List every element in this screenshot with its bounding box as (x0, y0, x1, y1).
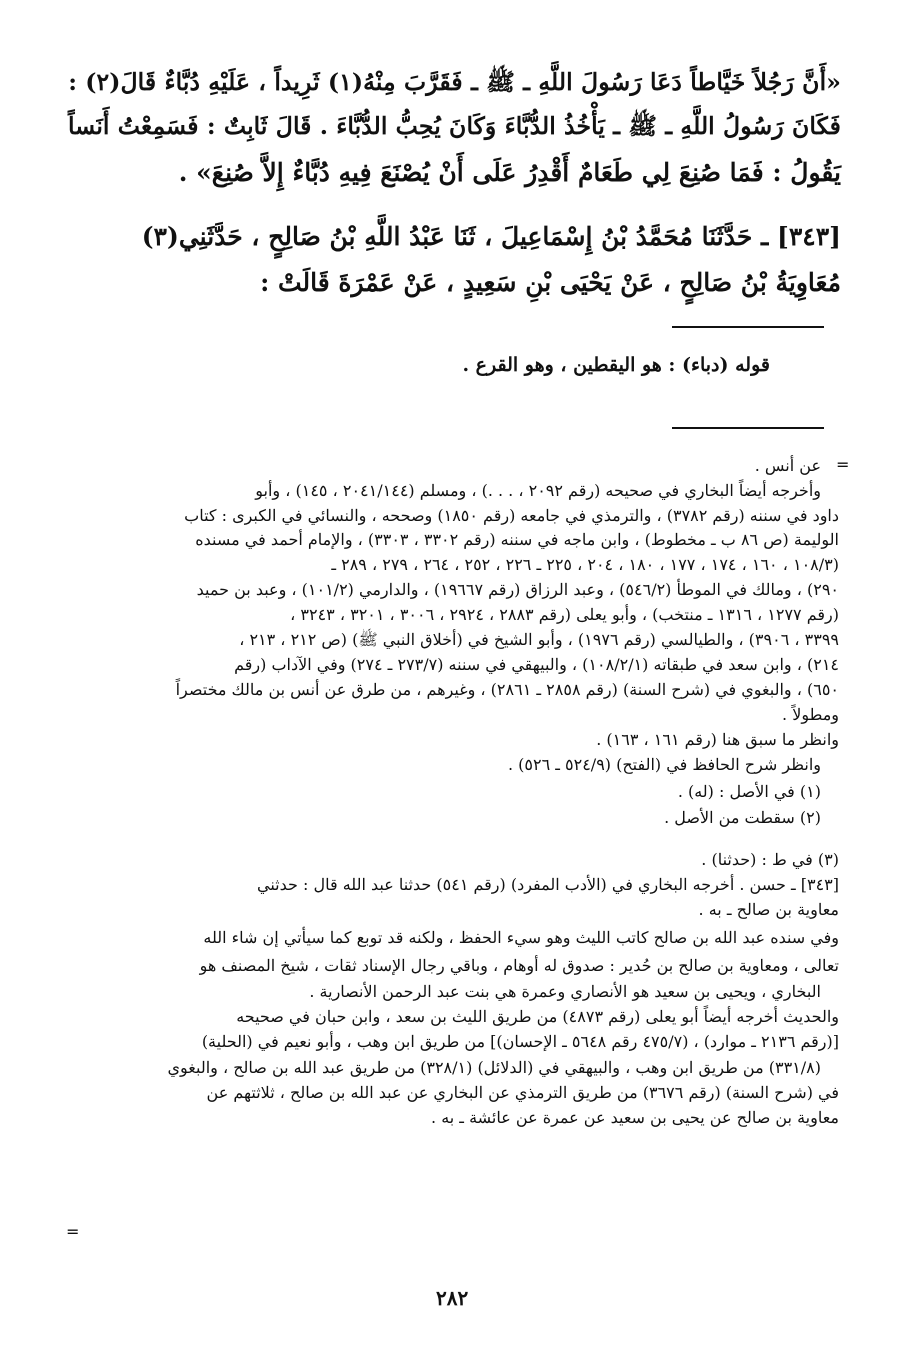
footnote-line: ٢٩٠) ، ومالك في الموطأ (٥٤٦/٢) ، وعبد الرزاق (رقم ١٩٦٦٧) ، والدارمي (١٠١/٢) ، وعبد بن حميد (196, 580, 839, 599)
footnote-line: الوليمة (ص ٨٦ ب ـ مخطوط) ، وابن ماجه في سننه (رقم ٣٣٠٢ ، ٣٣٠٣) ، والإمام أحمد في مسنده (195, 530, 839, 549)
footnote-line: وانظر شرح الحافظ في (الفتح) (٥٢٤/٩ ـ ٥٢٦) . (507, 755, 821, 774)
footnote-line: في (شرح السنة) (رقم ٣٦٧٦) من طريق الترمذي عن البخاري عن عبد الله بن صالح ، ثلاثتهم عن (206, 1083, 839, 1102)
footnote-line: ومطولاً . (782, 705, 839, 724)
footnote-line: (٣) في ط : (حدثنا) . (701, 850, 839, 869)
footnote-line: ٦٥٠) ، والبغوي في (شرح السنة) (رقم ٢٨٥٨ ـ ٢٨٦١) ، وغيرهم ، من طرق عن أنس بن مالك مختصراً (175, 680, 839, 699)
footnote-line: وأخرجه أيضاً البخاري في صحيحه (رقم ٢٠٩٢ ، . . .) ، ومسلم (٢٠٤١/١٤٤ ، ١٤٥) ، وأبو (255, 481, 821, 500)
footnote-line: (٣٣١/٨) من طريق ابن وهب ، والبيهقي في (الدلائل) (٣٢٨/١) من طريق عبد الله بن صالح ، والبغوي (167, 1058, 821, 1077)
gloss-line: قوله (دباء) : هو اليقطين ، وهو القرع . (462, 354, 770, 376)
footnote-line: (١) في الأصل : (له) . (677, 782, 821, 801)
page-number: ٢٨٢ (436, 1286, 469, 1310)
footnote-line: [٣٤٣] ـ حسن . أخرجه البخاري في (الأدب المفرد) (رقم ٥٤١) حدثنا عبد الله قال : حدثني (257, 875, 839, 894)
footnote-line: (٢) سقطت من الأصل . (664, 808, 821, 827)
separator-rule-1 (672, 326, 824, 328)
footnote-line: [(رقم ٢١٣٦ ـ موارد) ، (٤٧٥/٧ رقم ٥٦٤٨ ـ الإحسان)] من طريق ابن وهب ، وأبو نعيم في (الحلية) (201, 1032, 839, 1051)
footnote-line: والحديث أخرجه أيضاً أبو يعلى (رقم ٤٨٧٣) من طريق الليث بن سعد ، وابن حبان في صحيحه (236, 1007, 839, 1026)
continuation-mark-top: = (836, 455, 850, 474)
continuation-mark-bottom: = (66, 1222, 80, 1241)
footnote-line: وفي سنده عبد الله بن صالح كاتب الليث وهو سيء الحفظ ، ولكنه قد توبع كما سيأتي إن شاء الله (203, 928, 839, 947)
footnote-line: (١٠٨/٣ ، ١٦٠ ، ١٧٤ ، ١٧٧ ، ١٨٠ ، ٢٠٤ ، ٢٢٥ ـ ٢٢٦ ، ٢٥٢ ، ٢٦٤ ، ٢٧٩ ، ٢٨٩ ـ (331, 555, 839, 574)
footnote-line: معاوية بن صالح عن يحيى بن سعيد عن عمرة عن عائشة ـ به . (431, 1108, 839, 1127)
footnote-line: معاوية بن صالح ـ به . (698, 900, 839, 919)
footnote-line: داود في سننه (رقم ٣٧٨٢) ، والترمذي في جامعه (رقم ١٨٥٠) وصححه ، والنسائي في الكبرى : كتاب (184, 506, 839, 525)
main-text-line-4: [٣٤٣] ـ حَدَّثَنَا مُحَمَّدُ بْنُ إِسْمَاعِيلَ ، ثَنَا عَبْدُ اللَّهِ بْنُ صَالِحٍ ، حَدَّثَنِي(٣) (141, 222, 841, 251)
main-text-line-3: يَقُولُ : فَمَا صُنِعَ لِي طَعَامٌ أَقْدِرُ عَلَى أَنْ يُصْنَعَ فِيهِ دُبَّاءٌ إِلاَّ صُنِعَ» . (178, 158, 841, 187)
footnote-line: وانظر ما سبق هنا (رقم ١٦١ ، ١٦٣) . (596, 730, 839, 749)
footnote-line: ٣٣٩٩ ، ٣٩٠٦) ، والطيالسي (رقم ١٩٧٦) ، وأبو الشيخ في (أخلاق النبي ﷺ) (ص ٢١٢ ، ٢١٣ ، (239, 630, 839, 649)
separator-rule-2 (672, 427, 824, 429)
main-text-line-1: «أَنَّ رَجُلاً خَيَّاطاً دَعَا رَسُولَ اللَّهِ ـ ﷺ ـ فَقَرَّبَ مِنْهُ(١) ثَرِيداً ، عَلَيْهِ دُبَّاءٌ قَالَ(٢) : (68, 68, 841, 96)
main-text-line-5: مُعَاوِيَةُ بْنُ صَالِحٍ ، عَنْ يَحْيَى بْنِ سَعِيدٍ ، عَنْ عَمْرَةَ قَالَتْ : (260, 268, 841, 297)
footnote-line: البخاري ، ويحيى بن سعيد هو الأنصاري وعمرة هي بنت عبد الرحمن الأنصارية . (309, 982, 821, 1001)
footnote-line: ٢١٤) ، وابن سعد في طبقاته (١٠٨/٢/١) ، والبيهقي في سننه (٢٧٣/٧ ـ ٢٧٤) وفي الآداب (رقم (234, 655, 839, 674)
footnote-line: (رقم ١٢٧٧ ، ١٣١٦ ـ منتخب) ، وأبو يعلى (رقم ٢٨٨٣ ، ٢٩٢٤ ، ٣٠٠٦ ، ٣٢٠١ ، ٣٢٤٣ ، (290, 605, 839, 624)
footnote-line: عن أنس . (754, 456, 821, 475)
main-text-line-2: فَكَانَ رَسُولُ اللَّهِ ـ ﷺ ـ يَأْخُذُ الدُّبَّاءَ وَكَانَ يُحِبُّ الدُّبَّاءَ . قَالَ ثَابِتٌ : فَسَمِعْتُ أَنَساً (67, 112, 841, 140)
footnote-line: تعالى ، ومعاوية بن صالح بن حُدير : صدوق له أوهام ، وباقي رجال الإسناد ثقات ، شيخ المصنف هو (199, 956, 839, 975)
